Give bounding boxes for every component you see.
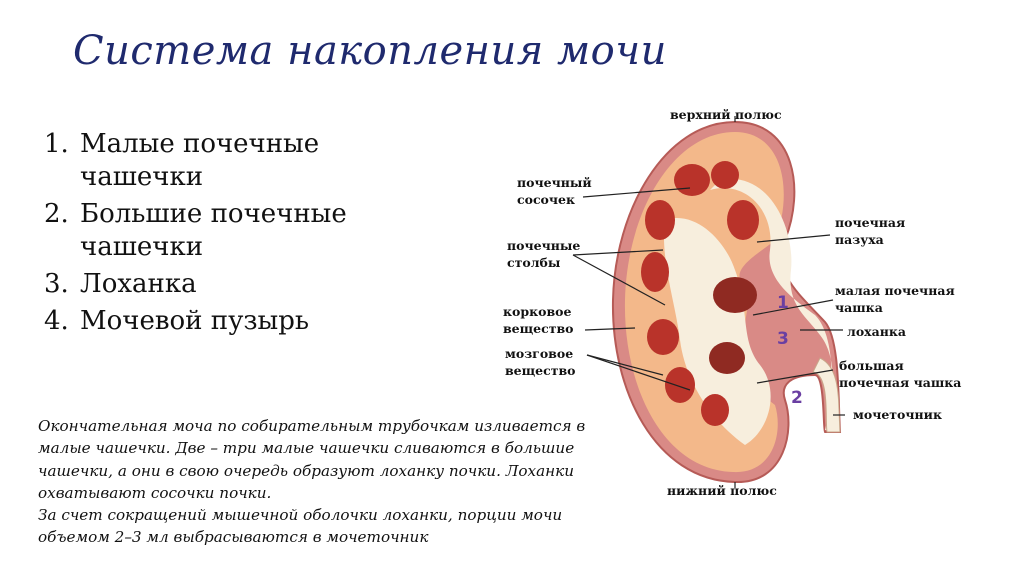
medulla-pyramid xyxy=(727,200,759,240)
slide-title: Система накопления мочи xyxy=(73,28,667,74)
label-ureter: мочеточник xyxy=(853,407,942,422)
label-sinus: почечная xyxy=(835,215,906,230)
medulla-pyramid xyxy=(713,277,757,313)
label-major-calyx: большая xyxy=(839,358,904,373)
kidney-diagram xyxy=(495,100,995,500)
list-item xyxy=(44,305,444,338)
marker-minor-calyx: 1 xyxy=(777,293,789,313)
label-upper-pole: верхний полюс xyxy=(670,107,782,122)
calyx-list xyxy=(44,128,444,342)
label-lower-pole: нижний полюс xyxy=(667,483,777,498)
medulla-pyramid xyxy=(645,200,675,240)
marker-major-calyx: 2 xyxy=(791,388,803,408)
label-renal-columns: столбы xyxy=(507,255,561,270)
list-item xyxy=(44,128,444,194)
list-item-number: 1. xyxy=(44,129,69,159)
label-major-calyx: почечная чашка xyxy=(839,375,962,390)
label-cortex: вещество xyxy=(503,321,574,336)
medulla-pyramid xyxy=(711,161,739,189)
medulla-pyramid xyxy=(647,319,679,355)
note-paragraph-1: Окончательная моча по собирательным трубочкам изливается в малые чашечки. Две – три малые чашечки сливаются в большие чашечки, а они в свою очередь образуют лоханку почки. Лоханки охватывают сосочки почки. xyxy=(38,417,586,502)
label-medulla: мозговое xyxy=(505,346,574,361)
list-item xyxy=(44,268,444,301)
list-item xyxy=(44,198,444,264)
label-medulla: вещество xyxy=(505,363,576,378)
label-sinus: пазуха xyxy=(835,232,884,247)
medulla-pyramid xyxy=(665,367,695,403)
list-item-text: Лоханка xyxy=(80,269,197,299)
label-papilla: сосочек xyxy=(517,192,576,207)
marker-pelvis: 3 xyxy=(777,329,789,349)
label-pelvis: лоханка xyxy=(847,324,906,339)
medulla-pyramid xyxy=(701,394,729,426)
label-cortex: корковое xyxy=(503,304,572,319)
label-papilla: почечный xyxy=(517,175,592,190)
list-item-number: 2. xyxy=(44,199,69,229)
list-item-number: 4. xyxy=(44,306,69,336)
label-minor-calyx: малая почечная xyxy=(835,283,955,298)
list-item-text: Малые почечные чашечки xyxy=(80,129,320,192)
kidney-illustration xyxy=(613,122,840,482)
medulla-pyramid xyxy=(709,342,745,374)
note-paragraph-2: За счет сокращений мышечной оболочки лоханки, порции мочи объемом 2–3 мл выбрасываются в мочеточник xyxy=(38,506,563,547)
label-renal-columns: почечные xyxy=(507,238,581,253)
label-minor-calyx: чашка xyxy=(835,300,883,315)
list-item-text: Большие почечные чашечки xyxy=(80,199,347,262)
medulla-pyramid xyxy=(641,252,669,292)
list-item-number: 3. xyxy=(44,269,69,299)
list-item-text: Мочевой пузырь xyxy=(80,306,310,336)
medulla-pyramid xyxy=(674,164,710,196)
